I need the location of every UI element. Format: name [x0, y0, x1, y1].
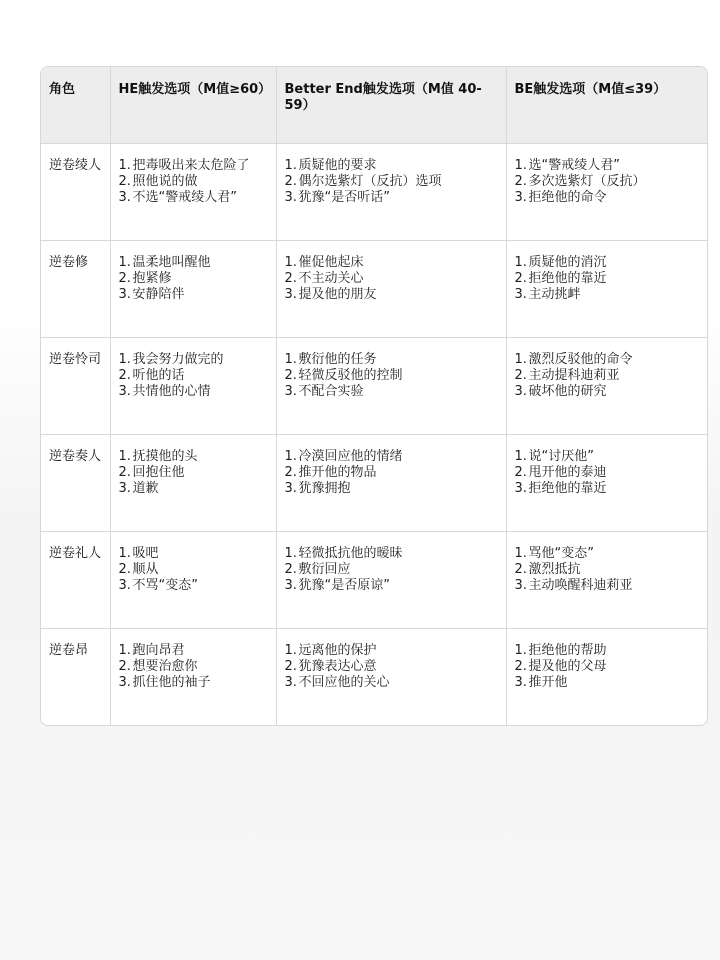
- option-text: 把毒吸出来太危险了: [132, 157, 250, 173]
- option-number: 3.: [284, 480, 297, 496]
- option-list: [515, 546, 702, 594]
- role-cell: 逆卷绫人: [41, 143, 110, 240]
- option-item: [515, 190, 702, 206]
- role-cell: 逆卷怜司: [41, 337, 110, 434]
- option-item: [119, 174, 268, 190]
- option-number: 2.: [118, 270, 131, 286]
- option-number: 3.: [514, 286, 527, 302]
- option-number: 3.: [118, 286, 131, 302]
- better-end-options-cell: [276, 337, 506, 434]
- option-item: [119, 675, 268, 691]
- option-text: 不配合实验: [298, 383, 364, 399]
- option-number: 1.: [118, 642, 131, 658]
- option-item: [119, 465, 268, 481]
- option-item: [515, 546, 702, 562]
- option-item: [515, 255, 702, 271]
- be-options-cell: [506, 434, 708, 531]
- option-text: 犹豫拥抱: [298, 480, 351, 496]
- header-better-end: Better End触发选项（M值 40-59）: [276, 67, 506, 143]
- option-number: 1.: [514, 545, 527, 561]
- option-item: [515, 643, 702, 659]
- be-options-cell: [506, 337, 708, 434]
- table-body: [41, 143, 708, 725]
- option-number: 2.: [284, 658, 297, 674]
- option-item: [119, 562, 268, 578]
- option-text: 敷衍回应: [298, 561, 351, 577]
- option-text: 质疑他的消沉: [528, 254, 607, 270]
- option-item: [285, 675, 498, 691]
- be-options-cell: [506, 240, 708, 337]
- option-text: 激烈反驳他的命令: [528, 351, 633, 367]
- option-text: 选“警戒绫人君”: [528, 157, 620, 173]
- option-text: 说“讨厌他”: [528, 448, 594, 464]
- option-text: 犹豫“是否听话”: [298, 189, 390, 205]
- option-text: 听他的话: [132, 367, 185, 383]
- option-text: 拒绝他的靠近: [528, 480, 607, 496]
- option-item: [285, 384, 498, 400]
- option-item: [119, 190, 268, 206]
- option-text: 拒绝他的靠近: [528, 270, 607, 286]
- option-text: 抚摸他的头: [132, 448, 198, 464]
- table-row: [41, 531, 708, 628]
- table-row: [41, 628, 708, 725]
- option-text: 安静陪伴: [132, 286, 185, 302]
- option-text: 犹豫“是否原谅”: [298, 577, 390, 593]
- role-cell: 逆卷奏人: [41, 434, 110, 531]
- option-item: [119, 158, 268, 174]
- option-item: [285, 546, 498, 562]
- option-text: 远离他的保护: [298, 642, 377, 658]
- option-item: [119, 384, 268, 400]
- option-number: 2.: [284, 173, 297, 189]
- better-end-options-cell: [276, 531, 506, 628]
- option-item: [515, 465, 702, 481]
- be-options-cell: [506, 143, 708, 240]
- option-text: 推开他: [528, 674, 568, 690]
- option-number: 2.: [514, 658, 527, 674]
- be-options-cell: [506, 628, 708, 725]
- option-item: [285, 352, 498, 368]
- option-text: 质疑他的要求: [298, 157, 377, 173]
- option-number: 3.: [514, 480, 527, 496]
- better-end-options-cell: [276, 240, 506, 337]
- option-item: [515, 352, 702, 368]
- option-item: [515, 578, 702, 594]
- table-header: [41, 67, 708, 143]
- option-number: 3.: [514, 383, 527, 399]
- option-item: [119, 481, 268, 497]
- option-number: 3.: [118, 577, 131, 593]
- option-number: 2.: [514, 173, 527, 189]
- option-text: 敷衍他的任务: [298, 351, 377, 367]
- option-text: 不骂“变态”: [132, 577, 198, 593]
- option-text: 不回应他的关心: [298, 674, 390, 690]
- option-item: [119, 546, 268, 562]
- option-number: 3.: [118, 189, 131, 205]
- option-list: [285, 158, 498, 206]
- option-item: [515, 384, 702, 400]
- better-end-options-cell: [276, 434, 506, 531]
- option-text: 道歉: [132, 480, 159, 496]
- option-text: 我会努力做完的: [132, 351, 224, 367]
- option-text: 轻微反驳他的控制: [298, 367, 403, 383]
- header-row: [41, 67, 708, 143]
- he-options-cell: [110, 531, 276, 628]
- option-item: [515, 562, 702, 578]
- option-item: [285, 562, 498, 578]
- option-number: 2.: [118, 367, 131, 383]
- option-list: [285, 449, 498, 497]
- option-text: 抱紧修: [132, 270, 172, 286]
- option-item: [285, 643, 498, 659]
- option-item: [119, 449, 268, 465]
- option-list: [515, 158, 702, 206]
- option-text: 催促他起床: [298, 254, 364, 270]
- option-number: 3.: [284, 383, 297, 399]
- option-item: [119, 287, 268, 303]
- option-number: 1.: [514, 642, 527, 658]
- option-text: 偶尔选紫灯（反抗）选项: [298, 173, 442, 189]
- option-item: [515, 174, 702, 190]
- option-list: [285, 643, 498, 691]
- header-he: HE触发选项（M值≥60）: [110, 67, 276, 143]
- he-options-cell: [110, 143, 276, 240]
- option-number: 1.: [284, 448, 297, 464]
- option-item: [285, 481, 498, 497]
- option-item: [515, 271, 702, 287]
- option-text: 提及他的父母: [528, 658, 607, 674]
- he-options-cell: [110, 240, 276, 337]
- option-item: [285, 190, 498, 206]
- option-text: 轻微抵抗他的暧昧: [298, 545, 403, 561]
- option-number: 3.: [284, 674, 297, 690]
- option-number: 1.: [118, 157, 131, 173]
- option-list: [119, 255, 268, 303]
- option-number: 2.: [514, 561, 527, 577]
- option-item: [285, 255, 498, 271]
- option-item: [515, 287, 702, 303]
- table-row: [41, 337, 708, 434]
- option-number: 1.: [284, 642, 297, 658]
- option-item: [285, 578, 498, 594]
- ending-options-table: [41, 67, 708, 725]
- option-item: [119, 659, 268, 675]
- option-item: [285, 659, 498, 675]
- ending-options-table-card: [40, 66, 708, 726]
- better-end-options-cell: [276, 628, 506, 725]
- option-item: [285, 287, 498, 303]
- option-text: 照他说的做: [132, 173, 198, 189]
- option-text: 回抱住他: [132, 464, 185, 480]
- option-number: 1.: [284, 254, 297, 270]
- option-item: [515, 158, 702, 174]
- option-number: 3.: [514, 674, 527, 690]
- option-list: [119, 546, 268, 594]
- option-text: 抓住他的袖子: [132, 674, 211, 690]
- option-list: [119, 352, 268, 400]
- option-text: 推开他的物品: [298, 464, 377, 480]
- option-number: 2.: [514, 367, 527, 383]
- option-number: 2.: [514, 464, 527, 480]
- option-text: 跑向昂君: [132, 642, 185, 658]
- option-number: 3.: [514, 577, 527, 593]
- option-text: 不选“警戒绫人君”: [132, 189, 237, 205]
- option-number: 3.: [118, 480, 131, 496]
- option-list: [515, 449, 702, 497]
- option-number: 2.: [118, 561, 131, 577]
- better-end-options-cell: [276, 143, 506, 240]
- option-text: 激烈抵抗: [528, 561, 581, 577]
- he-options-cell: [110, 337, 276, 434]
- option-text: 拒绝他的命令: [528, 189, 607, 205]
- option-text: 主动提科迪莉亚: [528, 367, 620, 383]
- option-text: 犹豫表达心意: [298, 658, 377, 674]
- option-text: 顺从: [132, 561, 159, 577]
- option-list: [285, 352, 498, 400]
- option-number: 3.: [514, 189, 527, 205]
- option-item: [119, 643, 268, 659]
- option-text: 温柔地叫醒他: [132, 254, 211, 270]
- option-text: 甩开他的泰迪: [528, 464, 607, 480]
- header-be: BE触发选项（M值≤39）: [506, 67, 708, 143]
- option-list: [515, 643, 702, 691]
- he-options-cell: [110, 628, 276, 725]
- option-item: [119, 368, 268, 384]
- option-list: [515, 352, 702, 400]
- option-item: [285, 368, 498, 384]
- option-number: 2.: [118, 173, 131, 189]
- option-number: 3.: [118, 674, 131, 690]
- role-cell: 逆卷礼人: [41, 531, 110, 628]
- option-number: 2.: [514, 270, 527, 286]
- option-item: [515, 449, 702, 465]
- option-number: 1.: [118, 254, 131, 270]
- table-row: [41, 240, 708, 337]
- option-number: 1.: [514, 351, 527, 367]
- option-item: [119, 255, 268, 271]
- option-item: [285, 158, 498, 174]
- option-number: 1.: [118, 448, 131, 464]
- option-number: 3.: [118, 383, 131, 399]
- option-list: [515, 255, 702, 303]
- option-number: 2.: [284, 270, 297, 286]
- option-list: [285, 255, 498, 303]
- option-list: [119, 449, 268, 497]
- option-text: 破坏他的研究: [528, 383, 607, 399]
- option-text: 不主动关心: [298, 270, 364, 286]
- option-item: [119, 352, 268, 368]
- option-text: 多次选紫灯（反抗）: [528, 173, 646, 189]
- option-number: 3.: [284, 189, 297, 205]
- option-text: 拒绝他的帮助: [528, 642, 607, 658]
- option-text: 共情他的心情: [132, 383, 211, 399]
- option-number: 1.: [118, 545, 131, 561]
- be-options-cell: [506, 531, 708, 628]
- option-number: 1.: [514, 254, 527, 270]
- option-number: 2.: [284, 561, 297, 577]
- option-text: 提及他的朋友: [298, 286, 377, 302]
- option-list: [119, 158, 268, 206]
- option-item: [515, 659, 702, 675]
- option-number: 1.: [118, 351, 131, 367]
- option-text: 主动唤醒科迪莉亚: [528, 577, 633, 593]
- he-options-cell: [110, 434, 276, 531]
- option-list: [285, 546, 498, 594]
- role-cell: 逆卷昂: [41, 628, 110, 725]
- option-number: 3.: [284, 577, 297, 593]
- option-number: 3.: [284, 286, 297, 302]
- option-number: 2.: [284, 464, 297, 480]
- table-row: [41, 434, 708, 531]
- option-item: [285, 449, 498, 465]
- option-number: 2.: [118, 658, 131, 674]
- option-item: [285, 465, 498, 481]
- option-item: [285, 174, 498, 190]
- table-row: [41, 143, 708, 240]
- option-item: [119, 271, 268, 287]
- role-cell: 逆卷修: [41, 240, 110, 337]
- header-role: 角色: [41, 67, 110, 143]
- option-item: [515, 481, 702, 497]
- option-number: 1.: [284, 545, 297, 561]
- option-text: 吸吧: [132, 545, 159, 561]
- option-number: 2.: [284, 367, 297, 383]
- option-number: 1.: [284, 157, 297, 173]
- option-number: 1.: [514, 157, 527, 173]
- option-text: 想要治愈你: [132, 658, 198, 674]
- option-number: 1.: [284, 351, 297, 367]
- option-text: 主动挑衅: [528, 286, 581, 302]
- option-text: 冷漠回应他的情绪: [298, 448, 403, 464]
- option-text: 骂他“变态”: [528, 545, 594, 561]
- option-item: [119, 578, 268, 594]
- option-number: 2.: [118, 464, 131, 480]
- option-number: 1.: [514, 448, 527, 464]
- option-item: [515, 368, 702, 384]
- option-item: [515, 675, 702, 691]
- option-list: [119, 643, 268, 691]
- option-item: [285, 271, 498, 287]
